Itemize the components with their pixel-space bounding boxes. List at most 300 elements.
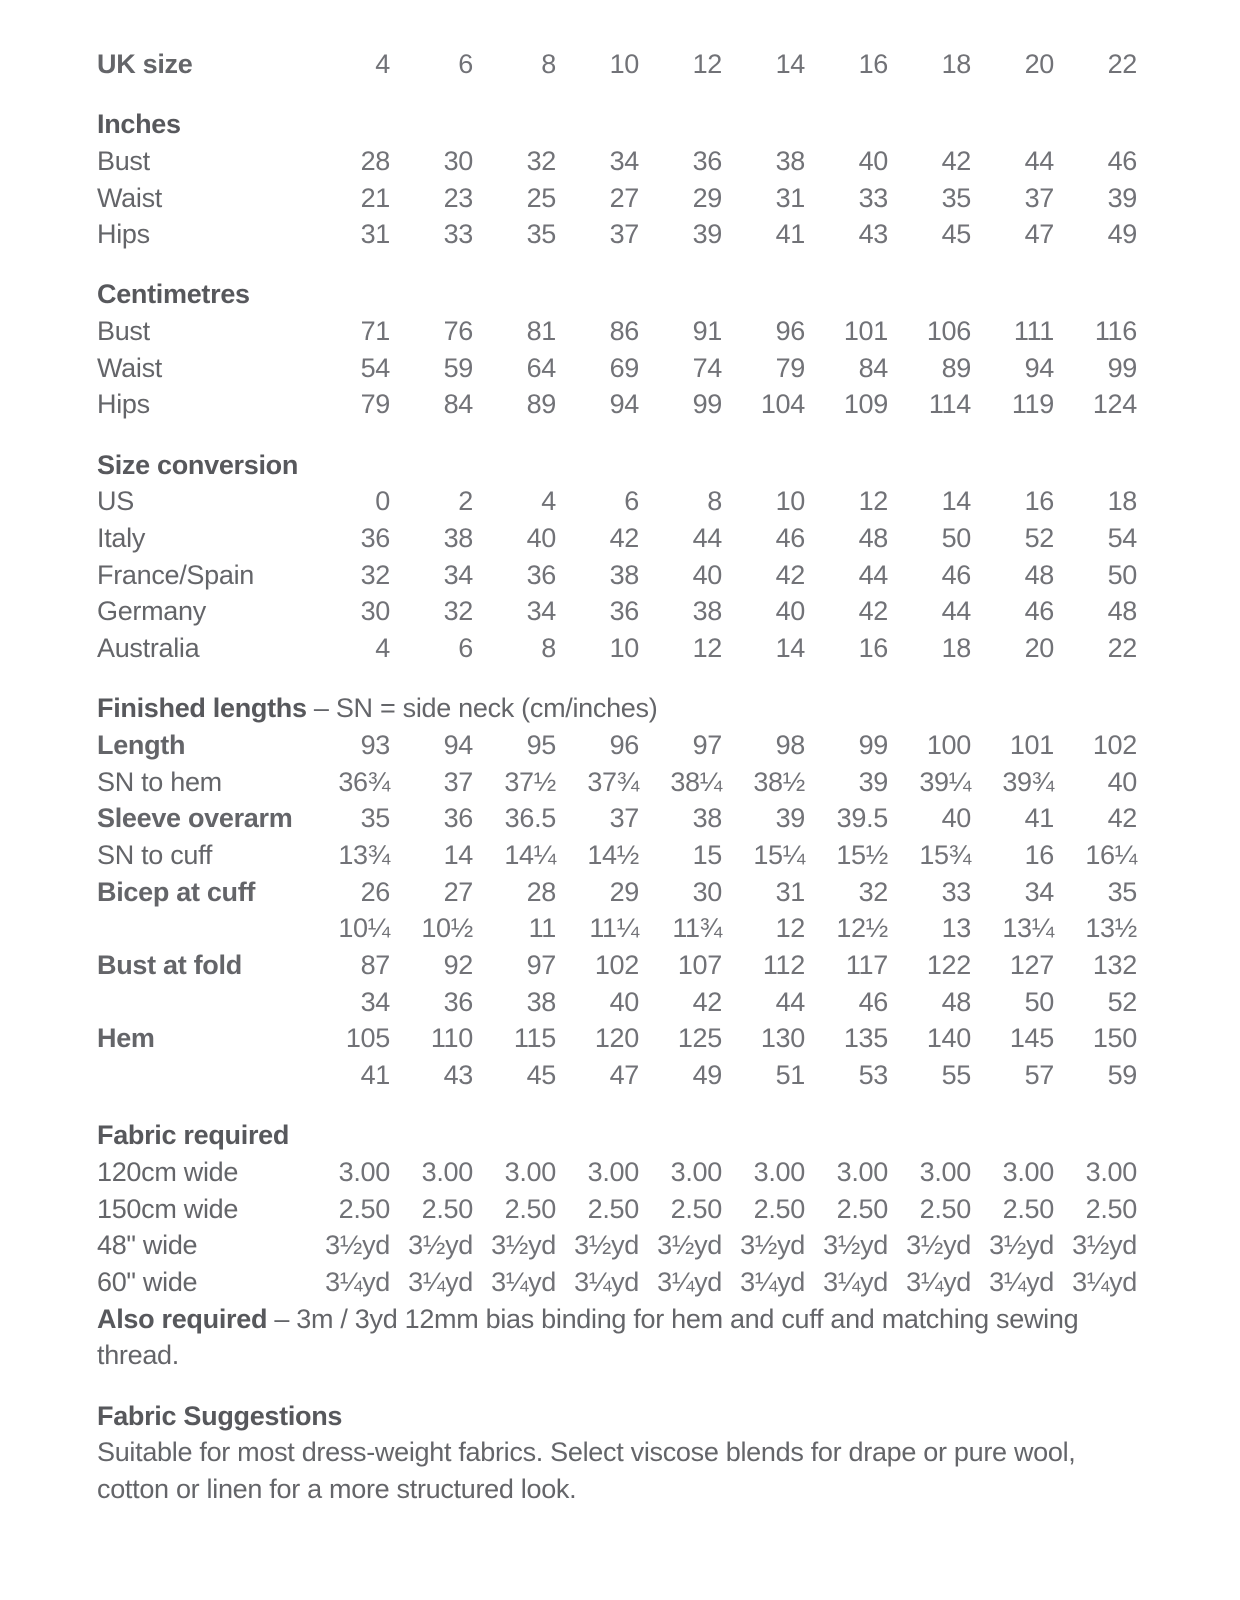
value-cell: 48 (1024, 559, 1054, 590)
value-cell: 40 (775, 596, 805, 627)
table-row (97, 764, 1137, 801)
value-cell: 48 (941, 986, 971, 1017)
table-row (97, 727, 1137, 764)
value-cell: 14 (941, 486, 971, 517)
value-cell: 45 (526, 1060, 556, 1091)
value-cell: 3.00 (670, 1156, 722, 1187)
value-cell: 39.5 (836, 803, 888, 834)
value-cell: 27 (443, 876, 473, 907)
value-cell: 50 (1024, 986, 1054, 1017)
value-cell: 101 (1009, 729, 1054, 760)
value-cell: 3¼yd (989, 1267, 1054, 1298)
value-cell: 48 (858, 522, 888, 553)
value-cell: 37 (609, 219, 639, 250)
value-cell: 39¼ (919, 766, 971, 797)
table-row (97, 350, 1137, 387)
table-row (97, 874, 1137, 911)
value-cell: 43 (858, 219, 888, 250)
value-cell: 107 (677, 950, 722, 981)
value-cell: 30 (692, 876, 722, 907)
row-label: Hem (97, 1023, 155, 1054)
value-cell: 3.00 (504, 1156, 556, 1187)
value-cell: 36 (443, 986, 473, 1017)
value-cell: 105 (345, 1023, 390, 1054)
value-cell: 95 (526, 729, 556, 760)
value-cell: 23 (443, 182, 473, 213)
value-cell: 3.00 (753, 1156, 805, 1187)
value-cell: 40 (692, 559, 722, 590)
value-cell: 96 (609, 729, 639, 760)
value-cell: 8 (541, 49, 556, 79)
value-cell: 36 (609, 596, 639, 627)
value-cell: 91 (692, 316, 722, 346)
value-cell: 38½ (753, 766, 805, 797)
section-title-text: Fabric required (97, 1120, 290, 1151)
value-cell: 2.50 (1085, 1193, 1137, 1224)
value-cell: 38¼ (670, 766, 722, 797)
value-cell: 10 (609, 49, 639, 79)
value-cell: 124 (1092, 389, 1137, 420)
value-cell: 2.50 (670, 1193, 722, 1224)
value-cell: 79 (360, 389, 390, 420)
value-cell: 44 (941, 596, 971, 627)
value-cell: 130 (760, 1023, 805, 1054)
row-label: 120cm wide (97, 1156, 239, 1187)
value-cell: 29 (692, 182, 722, 213)
table-row (97, 800, 1137, 837)
value-cell: 4 (375, 49, 390, 79)
value-cell: 40 (858, 145, 888, 176)
also-required-text: – 3m / 3yd 12mm bias binding for hem and cuff and matching sewing thread. (97, 1303, 1079, 1371)
value-cell: 14¼ (504, 839, 556, 870)
value-cell: 3¼yd (657, 1267, 722, 1298)
value-cell: 33 (443, 219, 473, 250)
value-cell: 42 (775, 559, 805, 590)
value-cell: 2.50 (587, 1193, 639, 1224)
value-cell: 38 (443, 522, 473, 553)
value-cell: 49 (1107, 219, 1137, 250)
value-cell: 2.50 (421, 1193, 473, 1224)
value-cell: 59 (443, 352, 473, 383)
row-label: SN to hem (97, 766, 222, 797)
value-cell: 114 (928, 389, 971, 420)
value-cell: 119 (1011, 389, 1054, 420)
value-cell: 97 (692, 729, 722, 760)
value-cell: 39 (775, 803, 805, 834)
value-cell: 132 (1092, 950, 1137, 981)
value-cell: 14½ (587, 839, 639, 870)
value-cell: 42 (1107, 803, 1137, 834)
value-cell: 3.00 (1002, 1156, 1054, 1187)
value-cell: 41 (360, 1060, 390, 1091)
value-cell: 18 (1107, 486, 1137, 517)
section-title-text: Finished lengths (97, 693, 307, 724)
size-chart-table (97, 46, 1137, 1301)
value-cell: 3.00 (836, 1156, 888, 1187)
value-cell: 21 (360, 182, 390, 213)
value-cell: 49 (692, 1060, 722, 1091)
value-cell: 3¼yd (408, 1267, 473, 1298)
value-cell: 35 (526, 219, 556, 250)
value-cell: 16¼ (1085, 839, 1137, 870)
value-cell: 12 (775, 913, 805, 944)
value-cell: 37 (609, 803, 639, 834)
table-row (97, 1020, 1137, 1057)
value-cell: 99 (692, 389, 722, 420)
value-cell: 6 (458, 633, 473, 664)
value-cell: 15½ (836, 839, 888, 870)
value-cell: 71 (360, 316, 390, 346)
row-label: Germany (97, 596, 206, 627)
value-cell: 16 (858, 49, 888, 79)
row-label (97, 1057, 307, 1094)
value-cell: 64 (526, 352, 556, 383)
value-cell: 43 (443, 1060, 473, 1091)
value-cell: 0 (375, 486, 390, 517)
value-cell: 13½ (1085, 913, 1137, 944)
value-cell: 115 (513, 1023, 556, 1054)
value-cell: 13 (941, 913, 971, 944)
value-cell: 8 (541, 633, 556, 664)
table-row (97, 947, 1137, 984)
value-cell: 135 (843, 1023, 888, 1054)
value-cell: 46 (775, 522, 805, 553)
table-row (97, 313, 1137, 350)
value-cell: 13¾ (338, 839, 390, 870)
value-cell: 10 (609, 633, 639, 664)
value-cell: 20 (1024, 633, 1054, 664)
value-cell: 3¼yd (906, 1267, 971, 1298)
row-label: Hips (97, 219, 150, 250)
table-row (97, 910, 1137, 947)
value-cell: 45 (941, 219, 971, 250)
value-cell: 42 (609, 522, 639, 553)
row-label: 60" wide (97, 1267, 198, 1298)
value-cell: 81 (526, 316, 556, 346)
value-cell: 31 (360, 219, 390, 250)
value-cell: 38 (775, 145, 805, 176)
value-cell: 46 (1107, 145, 1137, 176)
value-cell: 40 (526, 522, 556, 553)
table-row (97, 1264, 1137, 1301)
table-row (97, 216, 1137, 253)
value-cell: 30 (443, 145, 473, 176)
value-cell: 2.50 (1002, 1193, 1054, 1224)
value-cell: 3½yd (906, 1230, 971, 1261)
value-cell: 28 (360, 145, 390, 176)
value-cell: 3½yd (1072, 1230, 1137, 1261)
table-row (97, 483, 1137, 520)
row-label (97, 984, 307, 1021)
section-title (97, 106, 1137, 143)
fabric-suggestions-title: Fabric Suggestions (97, 1400, 343, 1431)
also-required-note (97, 1301, 1142, 1374)
value-cell: 39 (1107, 182, 1137, 213)
value-cell: 37 (1024, 182, 1054, 213)
value-cell: 38 (609, 559, 639, 590)
table-row (97, 1154, 1137, 1191)
value-cell: 12 (692, 49, 722, 79)
value-cell: 50 (941, 522, 971, 553)
value-cell: 6 (624, 486, 639, 517)
value-cell: 37½ (504, 766, 556, 797)
value-cell: 29 (609, 876, 639, 907)
value-cell: 36¾ (338, 766, 390, 797)
value-cell: 3.00 (421, 1156, 473, 1187)
value-cell: 31 (775, 182, 805, 213)
section-title-text: Centimetres (97, 279, 250, 310)
value-cell: 120 (594, 1023, 639, 1054)
value-cell: 36 (526, 559, 556, 590)
also-required-label: Also required (97, 1303, 268, 1334)
value-cell: 42 (941, 145, 971, 176)
value-cell: 150 (1092, 1023, 1137, 1054)
table-row (97, 557, 1137, 594)
value-cell: 37¾ (587, 766, 639, 797)
value-cell: 38 (692, 596, 722, 627)
value-cell: 10½ (421, 913, 473, 944)
value-cell: 11¾ (672, 913, 722, 944)
value-cell: 38 (526, 986, 556, 1017)
value-cell: 14 (775, 49, 805, 79)
value-cell: 36 (692, 145, 722, 176)
value-cell: 50 (1107, 559, 1137, 590)
value-cell: 74 (692, 352, 722, 383)
table-row (97, 386, 1137, 423)
value-cell: 2.50 (836, 1193, 888, 1224)
value-cell: 99 (858, 729, 888, 760)
value-cell: 100 (926, 729, 971, 760)
value-cell: 3½yd (989, 1230, 1054, 1261)
value-cell: 111 (1013, 316, 1054, 346)
value-cell: 6 (458, 49, 473, 79)
value-cell: 34 (609, 145, 639, 176)
value-cell: 57 (1024, 1060, 1054, 1091)
value-cell: 32 (858, 876, 888, 907)
value-cell: 94 (443, 729, 473, 760)
value-cell: 46 (858, 986, 888, 1017)
value-cell: 26 (360, 876, 390, 907)
value-cell: 35 (1107, 876, 1137, 907)
value-cell: 2 (458, 486, 473, 517)
value-cell: 3¼yd (740, 1267, 805, 1298)
value-cell: 2.50 (919, 1193, 971, 1224)
value-cell: 53 (858, 1060, 888, 1091)
row-label: Hips (97, 389, 150, 420)
value-cell: 3¼yd (574, 1267, 639, 1298)
value-cell: 3½yd (657, 1230, 722, 1261)
value-cell: 41 (775, 219, 805, 250)
value-cell: 46 (941, 559, 971, 590)
value-cell: 47 (1024, 219, 1054, 250)
value-cell: 52 (1024, 522, 1054, 553)
uk-size-row (97, 46, 1137, 83)
row-label: 150cm wide (97, 1193, 239, 1224)
value-cell: 11¼ (589, 913, 639, 944)
value-cell: 96 (775, 316, 805, 346)
value-cell: 10 (775, 486, 805, 517)
row-label: Italy (97, 522, 146, 553)
row-label: Bicep at cuff (97, 876, 256, 907)
row-label: SN to cuff (97, 839, 213, 870)
table-row (97, 837, 1137, 874)
value-cell: 4 (541, 486, 556, 517)
value-cell: 35 (360, 803, 390, 834)
value-cell: 34 (443, 559, 473, 590)
row-label: France/Spain (97, 559, 254, 590)
value-cell: 40 (609, 986, 639, 1017)
value-cell: 8 (707, 486, 722, 517)
value-cell: 3.00 (1085, 1156, 1137, 1187)
value-cell: 18 (941, 633, 971, 664)
fabric-suggestions-text: Suitable for most dress-weight fabrics. Select viscose blends for drape or pure wool, cotton or linen for a more structured look. (97, 1437, 1076, 1504)
value-cell: 44 (1024, 145, 1054, 176)
value-cell: 33 (941, 876, 971, 907)
table-row (97, 593, 1137, 630)
value-cell: 12 (692, 633, 722, 664)
value-cell: 15¾ (919, 839, 971, 870)
value-cell: 48 (1107, 596, 1137, 627)
value-cell: 36.5 (504, 803, 556, 834)
value-cell: 127 (1009, 950, 1054, 981)
table-row (97, 520, 1137, 557)
value-cell: 12½ (836, 913, 888, 944)
section-title-text: Inches (97, 109, 181, 140)
value-cell: 87 (360, 950, 390, 981)
value-cell: 122 (926, 950, 971, 981)
table-row (97, 630, 1137, 667)
value-cell: 16 (1024, 486, 1054, 517)
value-cell: 34 (526, 596, 556, 627)
value-cell: 32 (443, 596, 473, 627)
value-cell: 116 (1094, 316, 1137, 346)
value-cell: 36 (360, 522, 390, 553)
value-cell: 92 (443, 950, 473, 981)
value-cell: 59 (1107, 1060, 1137, 1091)
value-cell: 16 (858, 633, 888, 664)
value-cell: 84 (858, 352, 888, 383)
value-cell: 102 (1092, 729, 1137, 760)
value-cell: 101 (843, 316, 888, 346)
value-cell: 34 (360, 986, 390, 1017)
value-cell: 14 (775, 633, 805, 664)
value-cell: 2.50 (338, 1193, 390, 1224)
value-cell: 37 (443, 766, 473, 797)
value-cell: 3½yd (574, 1230, 639, 1261)
value-cell: 33 (858, 182, 888, 213)
value-cell: 13¼ (1002, 913, 1054, 944)
value-cell: 42 (692, 986, 722, 1017)
value-cell: 3½yd (823, 1230, 888, 1261)
value-cell: 112 (762, 950, 805, 981)
value-cell: 3½yd (408, 1230, 473, 1261)
row-label: UK size (97, 49, 193, 79)
value-cell: 16 (1024, 839, 1054, 870)
value-cell: 28 (526, 876, 556, 907)
value-cell: 3.00 (919, 1156, 971, 1187)
value-cell: 102 (594, 950, 639, 981)
value-cell: 32 (360, 559, 390, 590)
value-cell: 84 (443, 389, 473, 420)
value-cell: 34 (1024, 876, 1054, 907)
value-cell: 110 (430, 1023, 473, 1054)
value-cell: 22 (1107, 633, 1137, 664)
value-cell: 30 (360, 596, 390, 627)
row-label: Bust (97, 316, 150, 346)
value-cell: 15 (692, 839, 722, 870)
value-cell: 3¼yd (823, 1267, 888, 1298)
section-title-text: Size conversion (97, 449, 299, 480)
value-cell: 89 (526, 389, 556, 420)
row-label: Sleeve overarm (97, 803, 293, 834)
value-cell: 3½yd (740, 1230, 805, 1261)
value-cell: 38 (692, 803, 722, 834)
value-cell: 3.00 (338, 1156, 390, 1187)
value-cell: 104 (760, 389, 805, 420)
value-cell: 109 (843, 389, 888, 420)
value-cell: 3.00 (587, 1156, 639, 1187)
value-cell: 106 (926, 316, 971, 346)
value-cell: 39¾ (1002, 766, 1054, 797)
table-row (97, 180, 1137, 217)
section-title (97, 690, 1137, 727)
value-cell: 54 (360, 352, 390, 383)
row-label: 48" wide (97, 1230, 198, 1261)
value-cell: 36 (443, 803, 473, 834)
value-cell: 11 (528, 913, 556, 944)
value-cell: 98 (775, 729, 805, 760)
value-cell: 2.50 (504, 1193, 556, 1224)
value-cell: 54 (1107, 522, 1137, 553)
row-label: Bust at fold (97, 950, 242, 981)
value-cell: 145 (1009, 1023, 1054, 1054)
value-cell: 76 (443, 316, 473, 346)
value-cell: 99 (1107, 352, 1137, 383)
value-cell: 25 (526, 182, 556, 213)
value-cell: 51 (775, 1060, 805, 1091)
row-label: Australia (97, 633, 200, 664)
value-cell: 44 (692, 522, 722, 553)
value-cell: 40 (941, 803, 971, 834)
value-cell: 125 (677, 1023, 722, 1054)
value-cell: 3¼yd (1072, 1267, 1137, 1298)
value-cell: 20 (1024, 49, 1054, 79)
value-cell: 44 (858, 559, 888, 590)
value-cell: 79 (775, 352, 805, 383)
value-cell: 3½yd (325, 1230, 390, 1261)
section-title-suffix: – SN = side neck (cm/inches) (306, 693, 658, 724)
value-cell: 42 (858, 596, 888, 627)
value-cell: 44 (775, 986, 805, 1017)
value-cell: 86 (609, 316, 639, 346)
value-cell: 94 (609, 389, 639, 420)
value-cell: 15¼ (753, 839, 805, 870)
row-label: Waist (97, 352, 162, 383)
value-cell: 3¼yd (325, 1267, 390, 1298)
section-title (97, 276, 1137, 313)
row-label: Length (97, 729, 186, 760)
value-cell: 4 (375, 633, 390, 664)
value-cell: 69 (609, 352, 639, 383)
section-title (97, 447, 1137, 484)
table-row (97, 1191, 1137, 1228)
value-cell: 3¼yd (491, 1267, 556, 1298)
row-label: US (97, 486, 134, 517)
value-cell: 41 (1024, 803, 1054, 834)
value-cell: 93 (360, 729, 390, 760)
value-cell: 2.50 (753, 1193, 805, 1224)
value-cell: 14 (443, 839, 473, 870)
